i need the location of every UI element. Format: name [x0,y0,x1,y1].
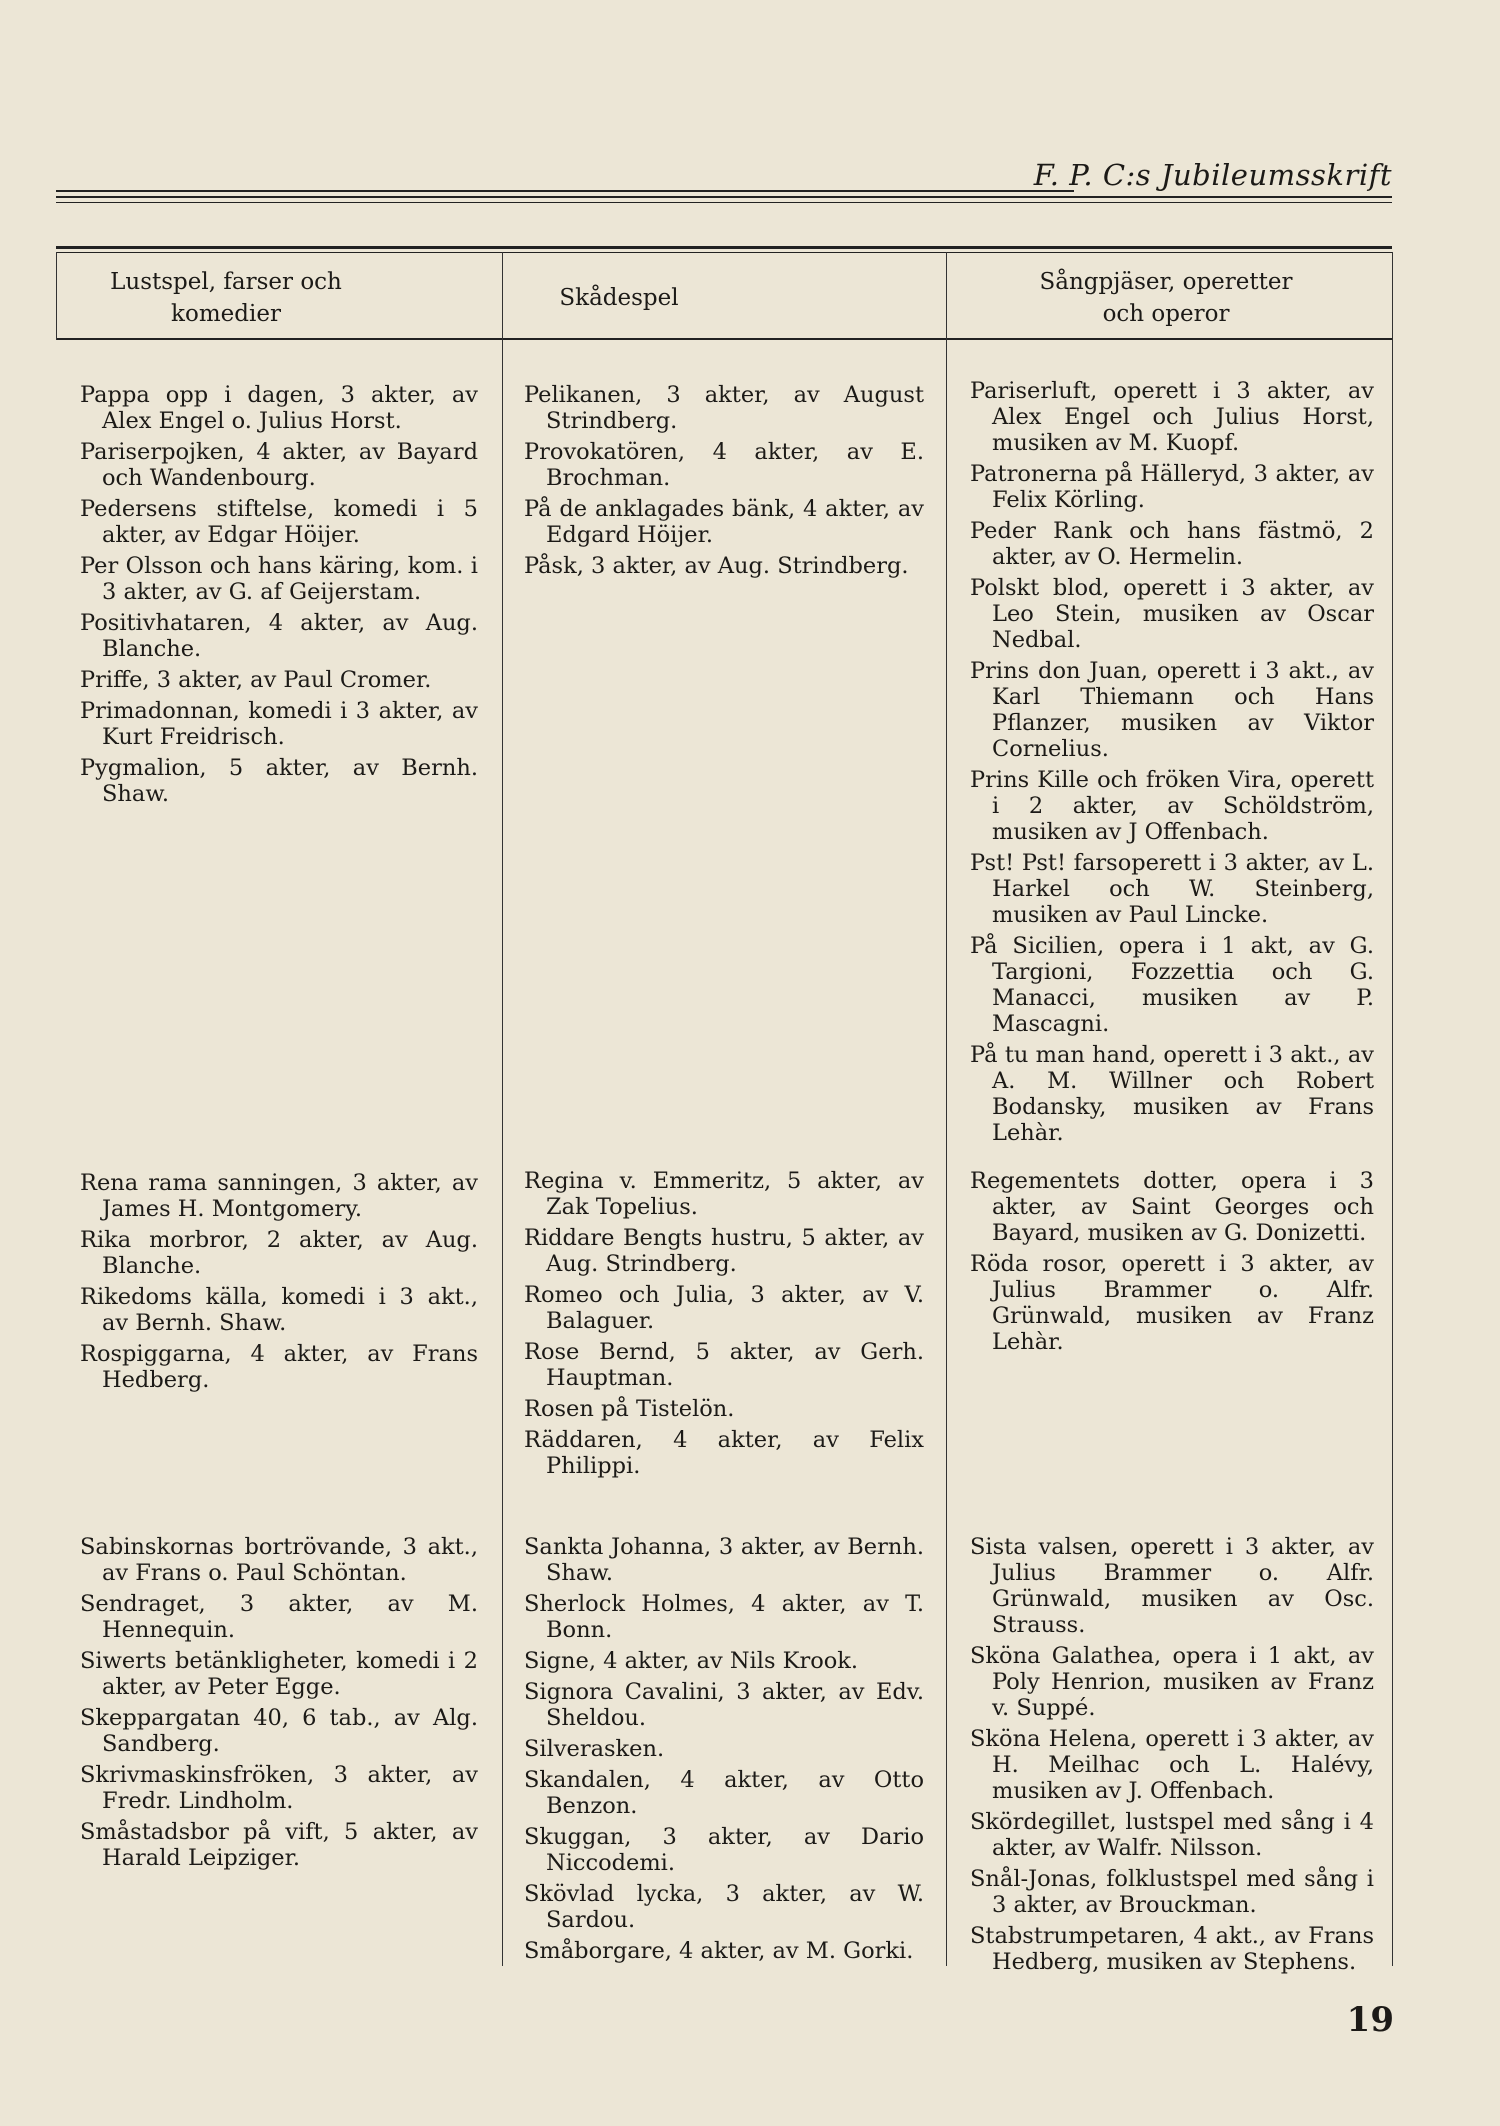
column-divider-1 [502,252,503,1966]
list-item: Primadonnan, komedi i 3 akter, av Kurt Freidrisch. [80,698,478,750]
list-item: På de anklagades bänk, 4 akter, av Edgard Höijer. [524,496,924,548]
table-header-rule [56,338,1392,340]
list-item: Patronerna på Hälleryd, 3 akter, av Felix Körling. [970,461,1374,513]
list-item: Prins Kille och fröken Vira, operett i 2 akter, av Schöldström, musiken av J Offenbach. [970,767,1374,845]
column-header-comedies: Lustspel, farser och komedier [110,269,342,327]
list-item: Rena rama sanningen, 3 akter, av James H. Montgomery. [80,1170,478,1222]
list-item: Per Olsson och hans käring, kom. i 3 akter, av G. af Geijerstam. [80,553,478,605]
column-divider-2 [946,252,947,1966]
list-item: Sendraget, 3 akter, av M. Hennequin. [80,1591,478,1643]
list-item: Signe, 4 akter, av Nils Krook. [524,1648,859,1674]
list-item: Räddaren, 4 akter, av Felix Philippi. [524,1427,924,1479]
list-item: Pelikanen, 3 akter, av August Strindberg. [524,382,924,434]
list-item: Riddare Bengts hustru, 5 akter, av Aug. Strindberg. [524,1225,924,1277]
section-r-comedies [80,1170,478,1398]
list-item: På Sicilien, opera i 1 akt, av G. Targioni, Fozzettia och G. Manacci, musiken av P. Mascagni. [970,933,1374,1037]
list-item: Sherlock Holmes, 4 akter, av T. Bonn. [524,1591,924,1643]
header-title: F. P. C:s Jubileumsskrift [1033,158,1392,192]
table-header [56,258,1392,338]
header-rule-bottom [56,196,1392,198]
list-item: Pst! Pst! farsoperett i 3 akter, av L. Harkel och W. Steinberg, musiken av Paul Lincke. [970,850,1374,928]
section-r-drama [524,1168,924,1484]
list-item: Röda rosor, operett i 3 akter, av Julius Brammer o. Alfr. Grünwald, musiken av Franz Lehàr. [970,1251,1374,1355]
list-item: Rikedoms källa, komedi i 3 akt., av Bernh. Shaw. [80,1284,478,1336]
list-item: Rose Bernd, 5 akter, av Gerh. Hauptman. [524,1339,924,1391]
section-p-comedies [80,382,478,812]
list-item: Prins don Juan, operett i 3 akt., av Karl Thiemann och Hans Pflanzer, musiken av Viktor Cornelius. [970,658,1374,762]
table-border-left [56,252,57,340]
list-item: Pariserluft, operett i 3 akter, av Alex Engel och Julius Horst, musiken av M. Kuopf. [970,378,1374,456]
list-item: Skördegillet, lustspel med sång i 4 akter, av Walfr. Nilsson. [970,1809,1374,1861]
list-item: Skeppargatan 40, 6 tab., av Alg. Sandberg. [80,1705,478,1757]
list-item: Signora Cavalini, 3 akter, av Edv. Sheldou. [524,1679,924,1731]
list-item: Småborgare, 4 akter, av M. Gorki. [524,1938,914,1964]
list-item: Pariserpojken, 4 akter, av Bayard och Wandenbourg. [80,439,478,491]
table-top-rule-thin [56,252,1392,253]
list-item: Romeo och Julia, 3 akter, av V. Balaguer. [524,1282,924,1334]
list-item: Sabinskornas bortrövande, 3 akt., av Frans o. Paul Schöntan. [80,1534,478,1586]
list-item: Regementets dotter, opera i 3 akter, av Saint Georges och Bayard, musiken av G. Donizetti. [970,1168,1374,1246]
list-item: Siwerts betänkligheter, komedi i 2 akter, av Peter Egge. [80,1648,478,1700]
column-header-drama: Skådespel [559,285,679,311]
list-item: Rospiggarna, 4 akter, av Frans Hedberg. [80,1341,478,1393]
list-item: Skövlad lycka, 3 akter, av W. Sardou. [524,1881,924,1933]
list-item: Sköna Helena, operett i 3 akter, av H. Meilhac och L. Halévy, musiken av J. Offenbach. [970,1726,1374,1804]
list-item: Stabstrumpetaren, 4 akt., av Frans Hedberg, musiken av Stephens. [970,1923,1374,1975]
list-item: Rosen på Tistelön. [524,1396,735,1422]
list-item: Skrivmaskinsfröken, 3 akter, av Fredr. Lindholm. [80,1762,478,1814]
list-item: Rika morbror, 2 akter, av Aug. Blanche. [80,1227,478,1279]
list-item: Polskt blod, operett i 3 akter, av Leo Stein, musiken av Oscar Nedbal. [970,575,1374,653]
list-item: Pygmalion, 5 akter, av Bernh. Shaw. [80,755,478,807]
list-item: Provokatören, 4 akter, av E. Brochman. [524,439,924,491]
section-p-drama [524,382,924,584]
header-rule-bottom-thin [56,202,1392,203]
list-item: Skuggan, 3 akter, av Dario Niccodemi. [524,1824,924,1876]
header-rule [56,190,1074,192]
list-item: Småstadsbor på vift, 5 akter, av Harald Leipziger. [80,1819,478,1871]
list-item: Sankta Johanna, 3 akter, av Bernh. Shaw. [524,1534,924,1586]
column-header-musicals: Sångpjäser, operetter och operor [1039,269,1293,327]
list-item: Snål-Jonas, folklustspel med sång i 3 akter, av Brouckman. [970,1866,1374,1918]
page-number: 19 [1346,2000,1394,2040]
section-s-musicals [970,1534,1374,1980]
list-item: Påsk, 3 akter, av Aug. Strindberg. [524,553,909,579]
list-item: Regina v. Emmeritz, 5 akter, av Zak Topelius. [524,1168,924,1220]
list-item: På tu man hand, operett i 3 akt., av A. M. Willner och Robert Bodansky, musiken av Frans Lehàr. [970,1042,1374,1146]
table-top-rule [56,246,1392,249]
list-item: Sista valsen, operett i 3 akter, av Julius Brammer o. Alfr. Grünwald, musiken av Osc. Strauss. [970,1534,1374,1638]
list-item: Silverasken. [524,1736,665,1762]
list-item: Sköna Galathea, opera i 1 akt, av Poly Henrion, musiken av Franz v. Suppé. [970,1643,1374,1721]
section-s-drama [524,1534,924,1969]
list-item: Peder Rank och hans fästmö, 2 akter, av O. Hermelin. [970,518,1374,570]
list-item: Skandalen, 4 akter, av Otto Benzon. [524,1767,924,1819]
section-s-comedies [80,1534,478,1876]
section-p-musicals [970,378,1374,1151]
section-r-musicals [970,1168,1374,1360]
list-item: Pappa opp i dagen, 3 akter, av Alex Engel o. Julius Horst. [80,382,478,434]
list-item: Priffe, 3 akter, av Paul Cromer. [80,667,432,693]
list-item: Positivhataren, 4 akter, av Aug. Blanche. [80,610,478,662]
running-header [56,158,1392,198]
list-item: Pedersens stiftelse, komedi i 5 akter, av Edgar Höijer. [80,496,478,548]
table-border-right [1392,252,1393,1966]
